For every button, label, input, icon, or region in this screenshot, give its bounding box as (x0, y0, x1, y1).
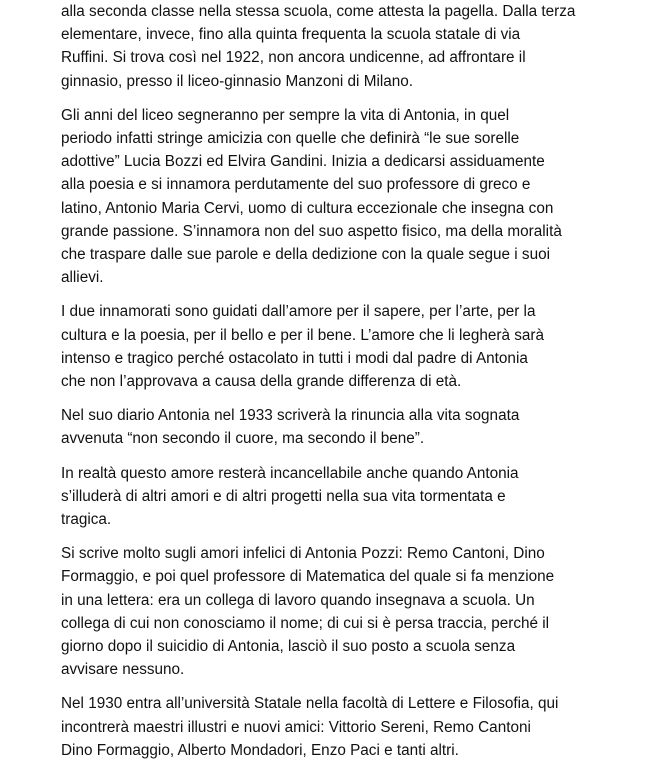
text-line: cultura e la poesia, per il bello e per il bene. L’amore che li legherà sarà (61, 326, 544, 344)
text-line: s’illuderà di altri amori e di altri progetti nella sua vita tormentata e (61, 487, 506, 505)
text-line: intenso e tragico perché ostacolato in tutti i modi dal padre di Antonia (61, 349, 528, 367)
text-line: incontrerà maestri illustri e nuovi amici: Vittorio Sereni, Remo Cantoni (61, 718, 531, 736)
text-line: che traspare dalle sue parole e della dedizione con la quale segue i suoi (61, 246, 550, 264)
text-line: latino, Antonio Maria Cervi, uomo di cultura eccezionale che insegna con (61, 199, 554, 217)
paragraph-lasting-love (61, 462, 646, 532)
text-line: Nel 1930 entra all’università Statale nella facoltà di Lettere e Filosofia, qui (61, 695, 559, 713)
text-line: Ruffini. Si trova così nel 1922, non ancora undicenne, ad affrontare il (61, 49, 526, 67)
text-line: grande passione. S’innamora non del suo aspetto fisico, ma della moralità (61, 222, 562, 240)
text-line: alla seconda classe nella stessa scuola, come attesta la pagella. Dalla terza (61, 3, 576, 20)
text-line: Gli anni del liceo segneranno per sempre la vita di Antonia, in quel (61, 106, 510, 124)
text-line: avvisare nessuno. (61, 661, 185, 679)
text-line: I due innamorati sono guidati dall’amore per il sapere, per l’arte, per la (61, 303, 536, 321)
text-line: Nel suo diario Antonia nel 1933 scriverà la rinuncia alla vita sognata (61, 407, 520, 425)
text-line: In realtà questo amore resterà incancellabile anche quando Antonia (61, 464, 519, 482)
text-line: ginnasio, presso il liceo-ginnasio Manzoni di Milano. (61, 72, 414, 90)
paragraph-childhood-schooling (61, 0, 646, 93)
text-line: allievi. (61, 269, 104, 287)
text-line: elementare, invece, fino alla quinta frequenta la scuola statale di via (61, 26, 521, 44)
paragraph-diary-1933 (61, 404, 646, 450)
paragraph-lovers (61, 300, 646, 393)
text-line: Dino Formaggio, Alberto Mondadori, Enzo Paci e tanti altri. (61, 741, 459, 759)
text-line: periodo infatti stringe amicizia con quelle che definirà “le sue sorelle (61, 130, 520, 148)
text-line: adottive” Lucia Bozzi ed Elvira Gandini. Inizia a dedicarsi assiduamente (61, 153, 545, 171)
text-line: Formaggio, e poi quel professore di Matematica del quale si fa menzione (61, 568, 555, 586)
paragraph-liceo-years (61, 104, 646, 290)
text-line: avvenuta “non secondo il cuore, ma secondo il bene”. (61, 430, 425, 448)
paragraph-university-1930 (61, 692, 646, 762)
text-line: Si scrive molto sugli amori infelici di Antonia Pozzi: Remo Cantoni, Dino (61, 545, 545, 563)
paragraph-unhappy-loves (61, 542, 646, 681)
text-line: giorno dopo il suicidio di Antonia, lasciò il suo posto a scuola senza (61, 638, 516, 656)
text-line: in una lettera: era un collega di lavoro quando insegnava a scuola. Un (61, 591, 535, 609)
text-line: collega di cui non conosciamo il nome; di cui si è persa traccia, perché il (61, 614, 550, 632)
text-line: che non l’approvava a causa della grande differenza di età. (61, 373, 462, 391)
document-page (61, 0, 646, 773)
text-line: alla poesia e si innamora perdutamente del suo professore di greco e (61, 176, 531, 194)
text-line: tragica. (61, 511, 112, 529)
